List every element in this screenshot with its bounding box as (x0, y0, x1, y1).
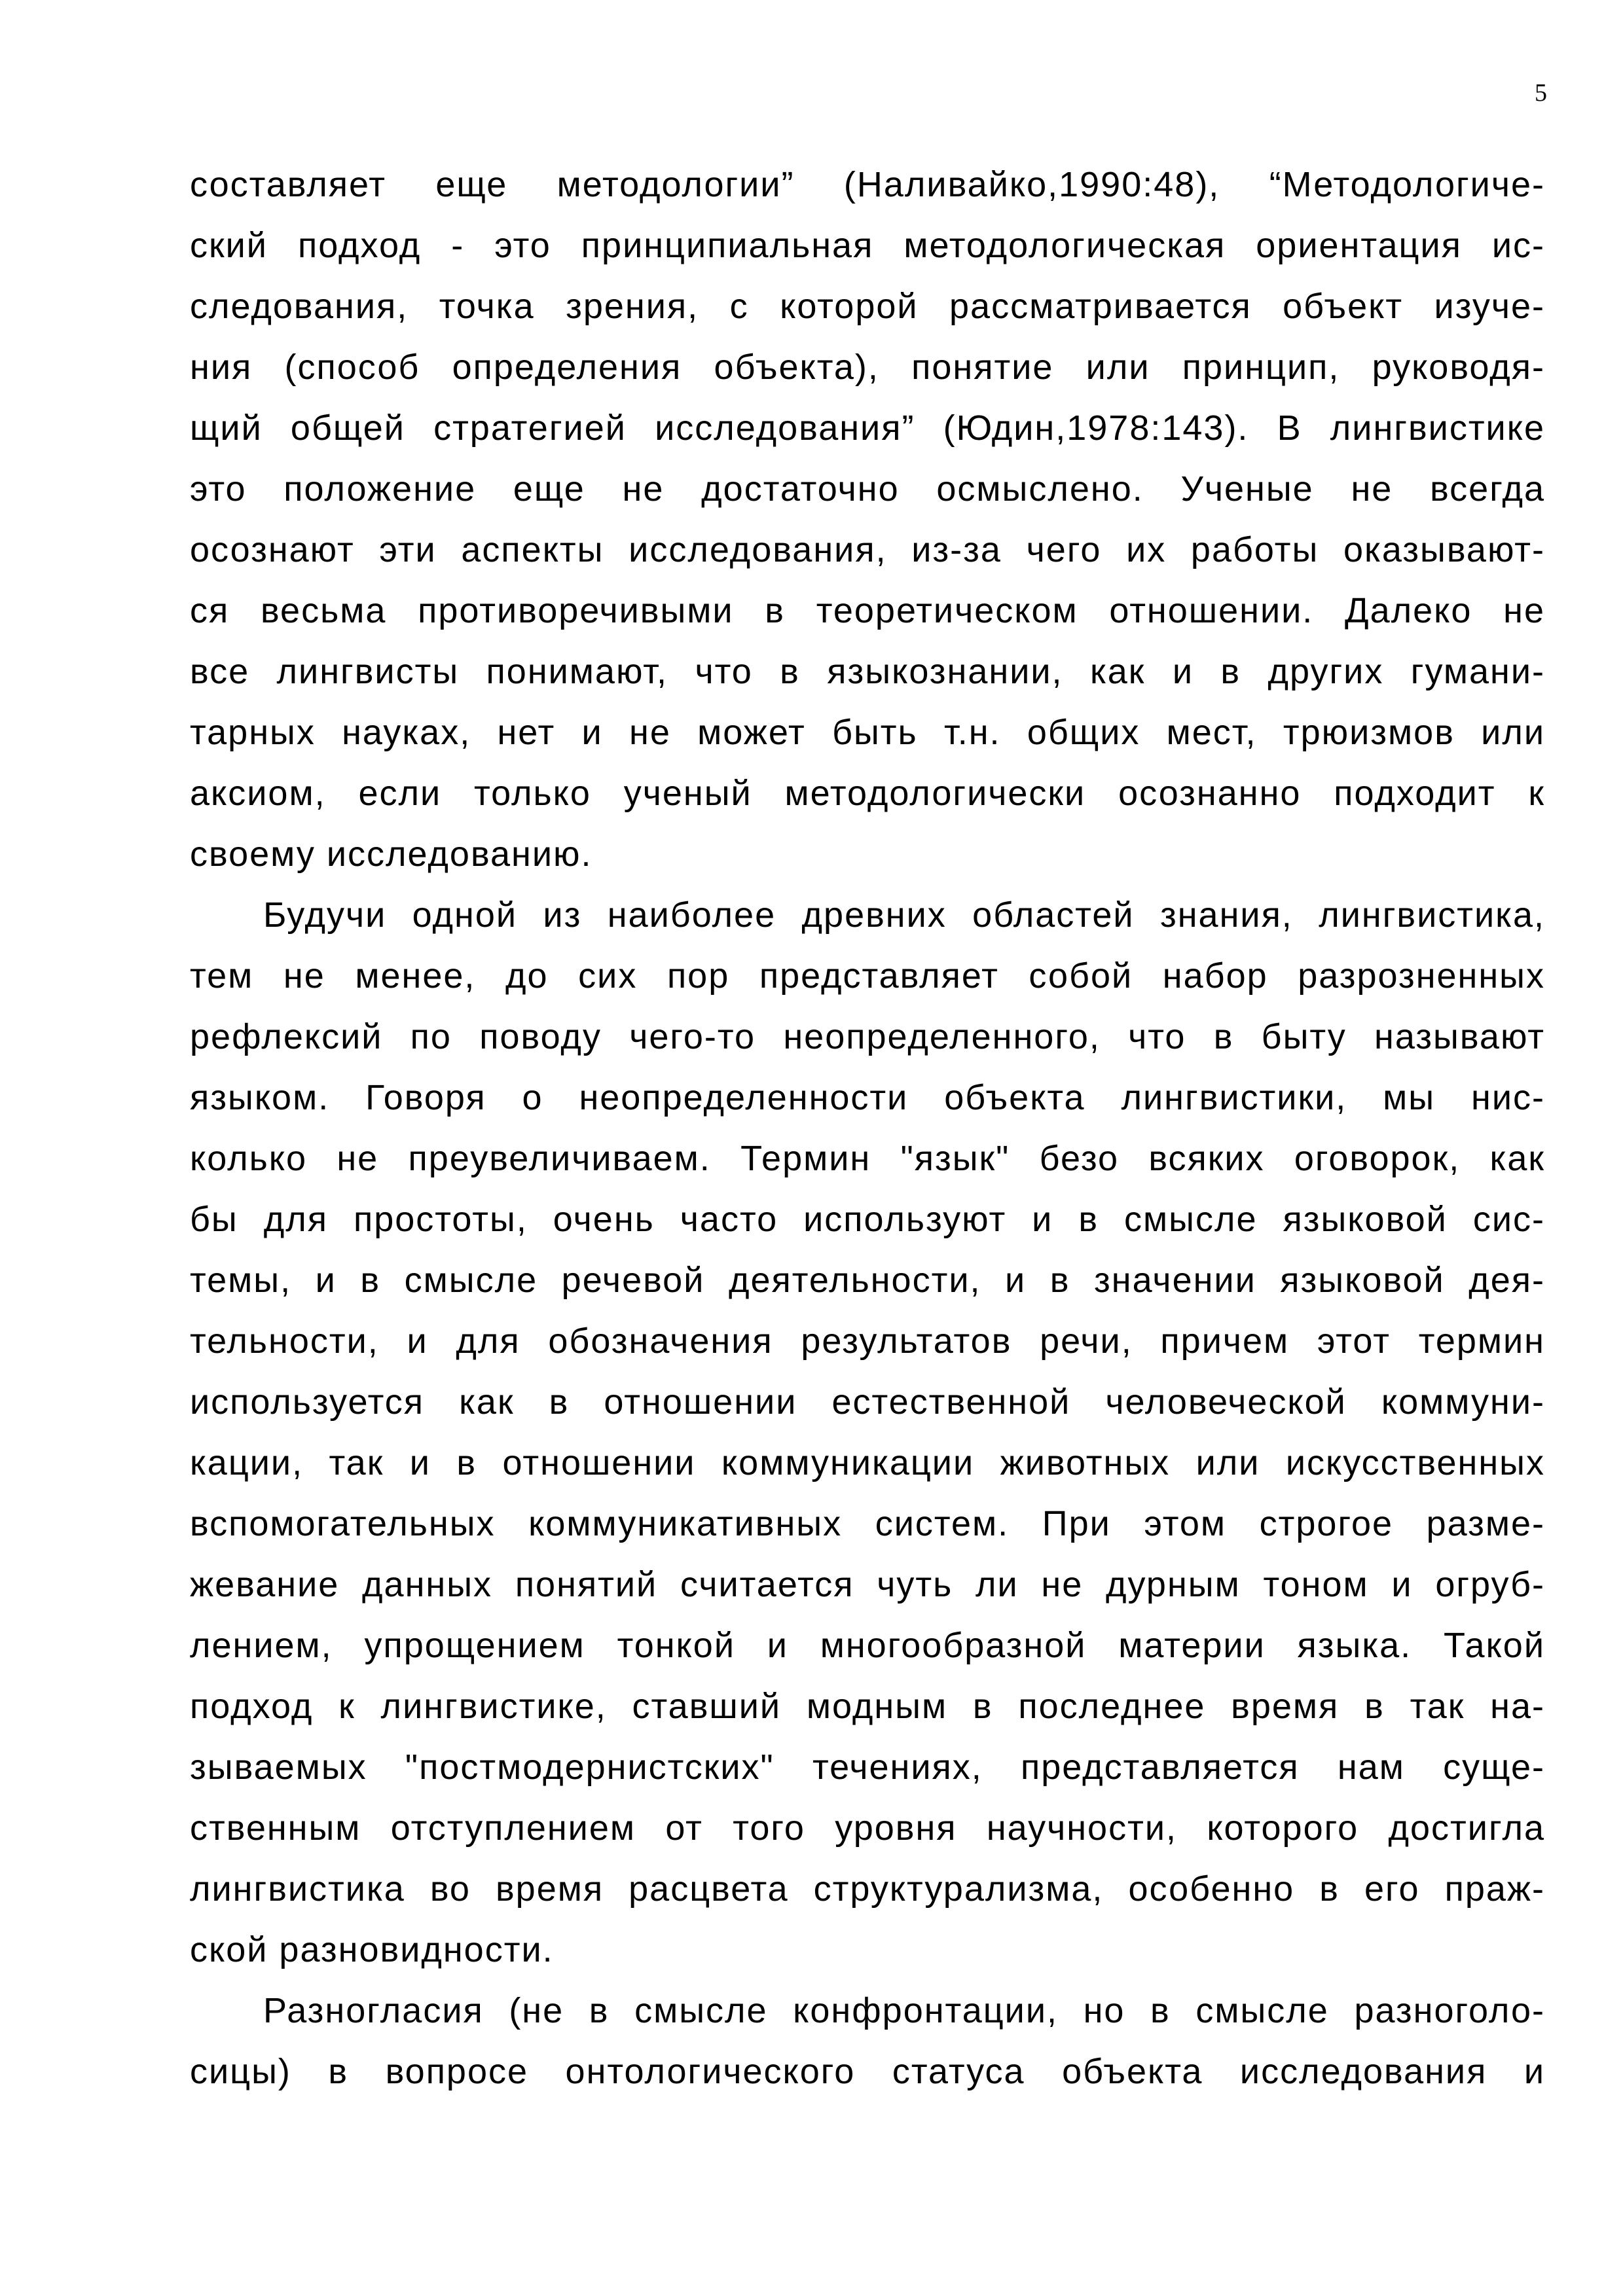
text-line: зываемых "постмодернистских" течениях, представляется нам суще- (190, 1748, 1545, 1787)
text-line: сицы) в вопросе онтологического статуса объекта исследования и (190, 2052, 1545, 2091)
text-line: языком. Говоря о неопределенности объекта лингвистики, мы нис- (190, 1078, 1545, 1117)
text-line: темы, и в смысле речевой деятельности, и в значении языковой дея- (190, 1261, 1545, 1300)
text-line: бы для простоты, очень часто используют и в смысле языковой сис- (190, 1200, 1545, 1239)
text-line: это положение еще не достаточно осмыслено. Ученые не всегда (190, 469, 1545, 509)
text-line: ся весьма противоречивыми в теоретическом отношении. Далеко не (190, 591, 1545, 630)
paragraph-last-line: своему исследованию. (190, 834, 593, 874)
text-line: подход к лингвистике, ставший модным в последнее время в так на- (190, 1687, 1545, 1726)
text-line: вспомогательных коммуникативных систем. При этом строгое разме- (190, 1504, 1545, 1543)
text-line: колько не преувеличиваем. Термин "язык" безо всяких оговорок, как (190, 1139, 1545, 1178)
text-line: осознают эти аспекты исследования, из-за чего их работы оказывают- (190, 530, 1545, 569)
paragraph-first-line: Будучи одной из наиболее древних областей знания, лингвистика, (263, 895, 1545, 935)
text-line: рефлексий по поводу чего-то неопределенного, что в быту называют (190, 1017, 1545, 1056)
text-line: тарных науках, нет и не может быть т.н. общих мест, трюизмов или (190, 713, 1545, 752)
text-line: тельности, и для обозначения результатов речи, причем этот термин (190, 1321, 1545, 1361)
text-line: ственным отступлением от того уровня научности, которого достигла (190, 1808, 1545, 1848)
text-line: ния (способ определения объекта), понятие или принцип, руководя- (190, 348, 1545, 387)
paragraph-first-line: Разногласия (не в смысле конфронтации, но в смысле разноголо- (263, 1991, 1545, 2030)
body-text (190, 154, 1545, 2102)
text-line: тем не менее, до сих пор представляет собой набор разрозненных (190, 956, 1545, 996)
text-line: аксиом, если только ученый методологически осознанно подходит к (190, 774, 1545, 813)
text-line: используется как в отношении естественной человеческой коммуни- (190, 1382, 1545, 1422)
text-line: кации, так и в отношении коммуникации животных или искусственных (190, 1443, 1545, 1482)
text-line: составляет еще методологии” (Наливайко,1990:48), “Методологиче- (190, 165, 1545, 204)
paragraph-last-line: ской разновидности. (190, 1930, 554, 1969)
page-number: 5 (1535, 79, 1547, 107)
text-line: щий общей стратегией исследования” (Юдин,1978:143). В лингвистике (190, 408, 1545, 448)
text-line: лингвистика во время расцвета структурализма, особенно в его праж- (190, 1869, 1545, 1909)
text-line: ский подход - это принципиальная методологическая ориентация ис- (190, 226, 1545, 265)
text-line: лением, упрощением тонкой и многообразной материи языка. Такой (190, 1626, 1545, 1665)
text-line: жевание данных понятий считается чуть ли не дурным тоном и огруб- (190, 1565, 1545, 1604)
text-line: все лингвисты понимают, что в языкознании, как и в других гумани- (190, 652, 1545, 691)
text-line: следования, точка зрения, с которой рассматривается объект изуче- (190, 287, 1545, 326)
